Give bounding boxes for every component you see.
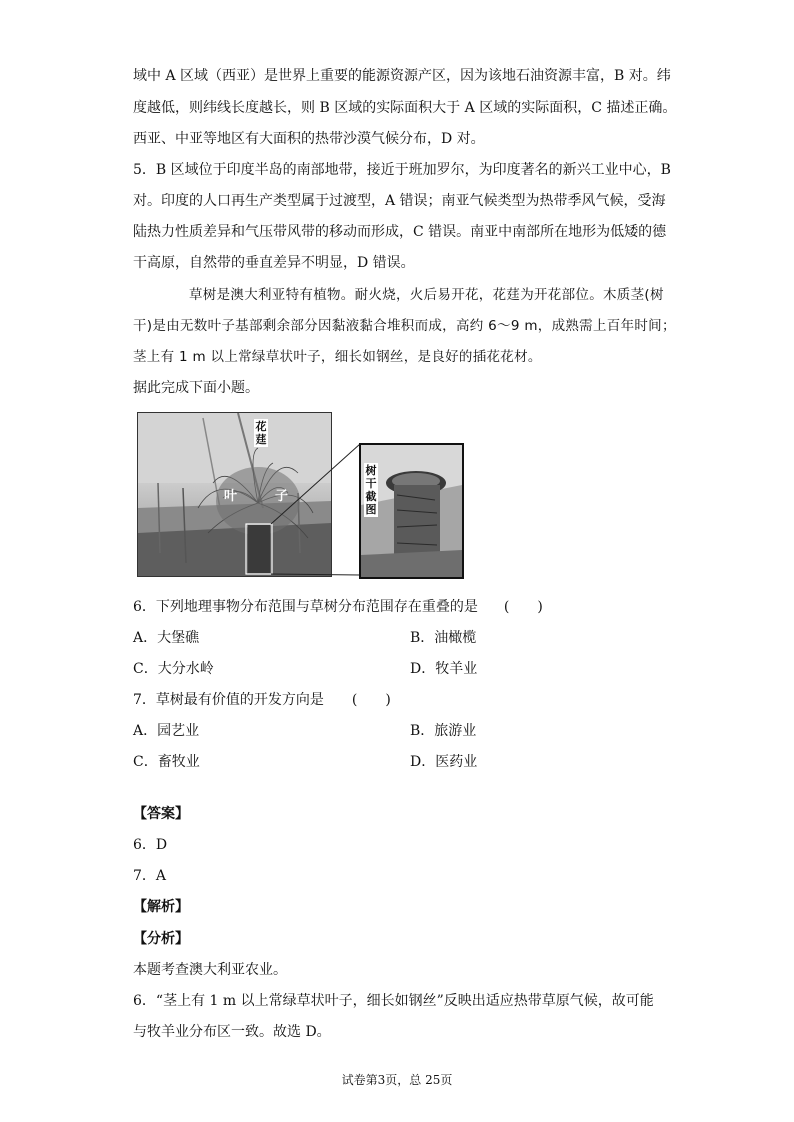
instruction-text: 据此完成下面小题。 xyxy=(133,380,259,396)
explanation-line: 与牧羊业分布区一致。故选 D。 xyxy=(133,1024,331,1040)
answer-7: 7．A xyxy=(133,868,167,884)
paragraph-line: 对。印度的人口再生产类型属于过渡型，A 错误；南亚气候类型为热带季风气候，受海 xyxy=(133,193,666,209)
grass-tree-figure xyxy=(137,412,462,577)
option-d: D．医药业 xyxy=(410,754,478,770)
option-c: C．大分水岭 xyxy=(133,661,214,677)
answer-bracket: ( ) xyxy=(351,692,391,708)
paragraph-line: 5．B 区域位于印度半岛的南部地带，接近于班加罗尔，为印度著名的新兴工业中心，B xyxy=(133,162,671,178)
explanation-line: 6．“茎上有 1 m 以上常绿草状叶子，细长如钢丝”反映出适应热带草原气候，故可能 xyxy=(133,993,654,1009)
trunk-section-photo xyxy=(359,443,464,579)
leaf-label-1: 叶 xyxy=(224,489,238,504)
option-b: B．油橄榄 xyxy=(410,630,477,646)
flower-stalk-label: 花莛 xyxy=(255,420,267,446)
material-line: 草树是澳大利亚特有植物。耐火烧，火后易开花，花莛为开花部位。木质茎(树 xyxy=(189,287,664,303)
answer-bracket: ( ) xyxy=(503,599,543,615)
option-a: A．大堡礁 xyxy=(133,630,200,646)
answer-heading: 【答案】 xyxy=(133,806,189,822)
page-footer: 试卷第3页，总 25页 xyxy=(341,1073,453,1087)
option-d: D．牧羊业 xyxy=(410,661,478,677)
option-c: C．畜牧业 xyxy=(133,754,200,770)
analysis-summary: 本题考查澳大利亚农业。 xyxy=(133,962,287,978)
answer-6: 6．D xyxy=(133,837,168,853)
paragraph-line: 域中 A 区域（西亚）是世界上重要的能源资源产区，因为该地石油资源丰富，B 对。纬 xyxy=(133,68,671,84)
leaf-label-2: 子 xyxy=(275,489,289,504)
paragraph-line: 干高原，自然带的垂直差异不明显，D 错误。 xyxy=(133,255,415,271)
paragraph-line: 陆热力性质差异和气压带风带的移动而形成，C 错误。南亚中南部所在地形为低矮的德 xyxy=(133,224,667,240)
material-line: 干)是由无数叶子基部剩余部分因黏液黏合堆积而成，高约 6～9 m，成熟需上百年时间； xyxy=(133,318,676,334)
option-a: A．园艺业 xyxy=(133,723,200,739)
trunk-section-label: 树干截图 xyxy=(365,464,377,516)
analysis-sub-heading: 【分析】 xyxy=(133,931,189,947)
question-stem-text: 7．草树最有价值的开发方向是 xyxy=(133,692,324,708)
material-line: 茎上有 1 m 以上常绿草状叶子，细长如钢丝，是良好的插花花材。 xyxy=(133,349,542,365)
paragraph-line: 西亚、中亚等地区有大面积的热带沙漠气候分布，D 对。 xyxy=(133,131,485,147)
question-6-stem xyxy=(133,597,543,617)
question-stem-text: 6．下列地理事物分布范围与草树分布范围存在重叠的是 xyxy=(133,599,478,615)
analysis-heading: 【解析】 xyxy=(133,899,189,915)
question-7-stem xyxy=(133,690,391,710)
option-b: B．旅游业 xyxy=(410,723,477,739)
paragraph-line: 度越低，则纬线长度越长，则 B 区域的实际面积大于 A 区域的实际面积，C 描述正确。 xyxy=(133,100,677,116)
